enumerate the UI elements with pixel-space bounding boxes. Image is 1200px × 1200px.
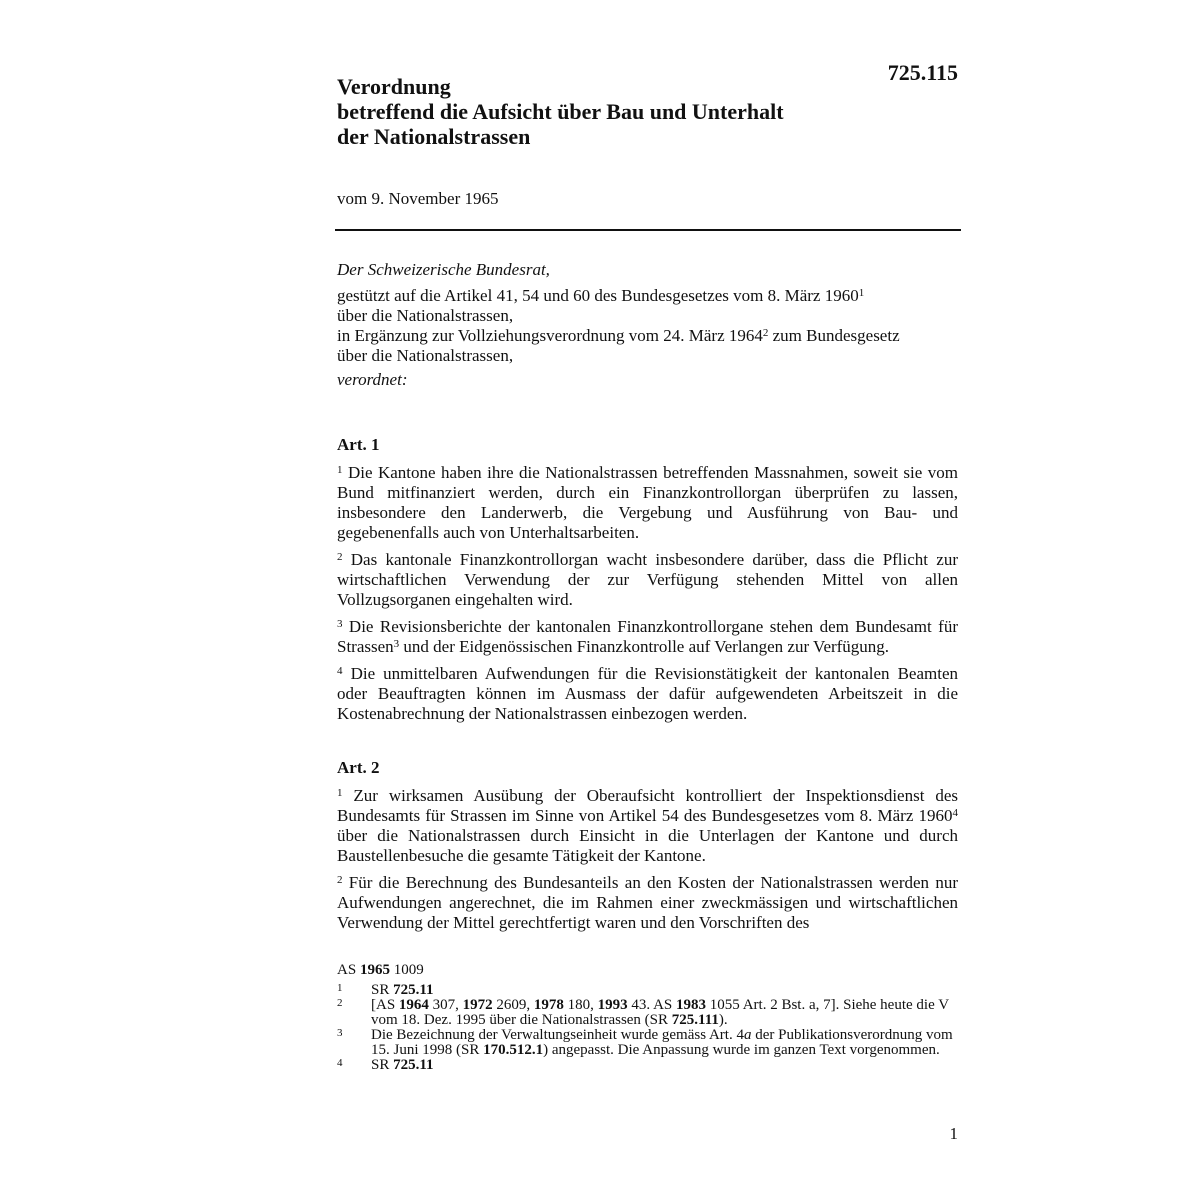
source-reference: AS 1965 1009 bbox=[337, 962, 424, 978]
footnote-4: 4 SR 725.11 bbox=[337, 1057, 434, 1073]
preamble-basis-4: über die Nationalstrassen, bbox=[337, 346, 514, 365]
article-2-paragraph-2: $^2$ Für die Berechnung des Bundesanteils an den Kosten der Nationalstrassen werden nur Aufwendungen angerechnet, die im Rahmen einer zweckmässigen und wirtschaftlichen Verwendung der Mittel gerechtfertigt waren und den Vorschriften des bbox=[337, 873, 958, 932]
document-title bbox=[337, 74, 897, 149]
footnote-ref-2[interactable]: 2 bbox=[762, 327, 769, 339]
article-1-heading: Art. 1 bbox=[337, 435, 380, 454]
preamble-basis-2: über die Nationalstrassen, bbox=[337, 306, 514, 325]
footnote-2: 2 [AS 1964 307, 1972 2609, 1978 180, 1993 43. AS 1983 1055 Art. 2 Bst. a, 7]. Siehe heute die V vom 18. Dez. 1995 über die Nationalstrassen (SR 725.111). bbox=[337, 997, 949, 1028]
footnote-3: 3 Die Bezeichnung der Verwaltungseinheit wurde gemäss Art. 4a der Publikationsverordnung vom 15. Juni 1998 (SR 170.512.1) angepasst. Die Anpassung wurde im ganzen Text vorgenommen. bbox=[337, 1027, 953, 1058]
preamble-authority: Der Schweizerische Bundesrat, bbox=[337, 260, 550, 279]
sr-number: 725.115 bbox=[887, 60, 958, 85]
page-number: 1 bbox=[949, 1124, 958, 1143]
document-date: vom 9. November 1965 bbox=[337, 189, 499, 208]
article-2-paragraph-1: $^1$ Zur wirksamen Ausübung der Oberaufsicht kontrolliert der Inspektionsdienst des Bundesamts für Strassen im Sinne von Artikel 54 des Bundesgesetzes vom 8. März 1960$^4$ über die Nationalstrassen durch Einsicht in die Unterlagen der Kantone und durch Baustellenbesuche die gesamte Tätigkeit der Kantone. bbox=[337, 786, 958, 865]
footnote-ref-3[interactable]: 3 bbox=[393, 638, 400, 650]
preamble-basis-1: gestützt auf die Artikel 41, 54 und 60 des Bundesgesetzes vom 8. März 1960$^1$ bbox=[337, 286, 865, 305]
title-line-1: Verordnung bbox=[337, 74, 451, 99]
article-1-paragraph-4: $^4$ Die unmittelbaren Aufwendungen für die Revisionstätigkeit der kantonalen Beamten oder Beauftragten können im Ausmass der dafür aufgewendeten Arbeitszeit in die Kostenabrechnung der Nationalstrassen einbezogen werden. bbox=[337, 664, 958, 723]
footnote-1: 1 SR 725.11 bbox=[337, 982, 434, 998]
article-2-heading: Art. 2 bbox=[337, 758, 380, 777]
horizontal-rule bbox=[335, 229, 961, 231]
article-2 bbox=[337, 758, 958, 933]
preamble-basis-3: in Ergänzung zur Vollziehungsverordnung vom 24. März 1964$^2$ zum Bundesgesetz bbox=[337, 326, 900, 345]
footnote-ref-4[interactable]: 4 bbox=[952, 807, 958, 819]
article-1-paragraph-3: $^3$ Die Revisionsberichte der kantonalen Finanzkontrollorgane stehen dem Bundesamt für Strassen$^3$ und der Eidgenössischen Finanzkontrolle auf Verlangen zur Verfügung. bbox=[337, 617, 958, 656]
preamble bbox=[337, 260, 958, 390]
footnotes bbox=[337, 963, 958, 1073]
preamble-decree: verordnet: bbox=[337, 370, 408, 389]
article-1-paragraph-1: $^1$ Die Kantone haben ihre die Nationalstrassen betreffenden Massnahmen, soweit sie vom Bund mitfinanziert werden, durch ein Finanzkontrollorgan überprüfen zu lassen, insbesondere den Landerwerb, die Vergebung und Ausführung von Bau- und gegebenenfalls auch von Unterhaltsarbeiten. bbox=[337, 463, 958, 542]
article-1 bbox=[337, 435, 958, 724]
article-1-paragraph-2: $^2$ Das kantonale Finanzkontrollorgan wacht insbesondere darüber, dass die Pflicht zur wirtschaftlichen Verwendung der zur Verfügung stehenden Mittel von allen Vollzugsorganen eingehalten wird. bbox=[337, 550, 958, 609]
footnote-ref-1[interactable]: 1 bbox=[858, 287, 865, 299]
title-line-3: der Nationalstrassen bbox=[337, 124, 531, 149]
title-line-2: betreffend die Aufsicht über Bau und Unterhalt bbox=[337, 99, 784, 124]
